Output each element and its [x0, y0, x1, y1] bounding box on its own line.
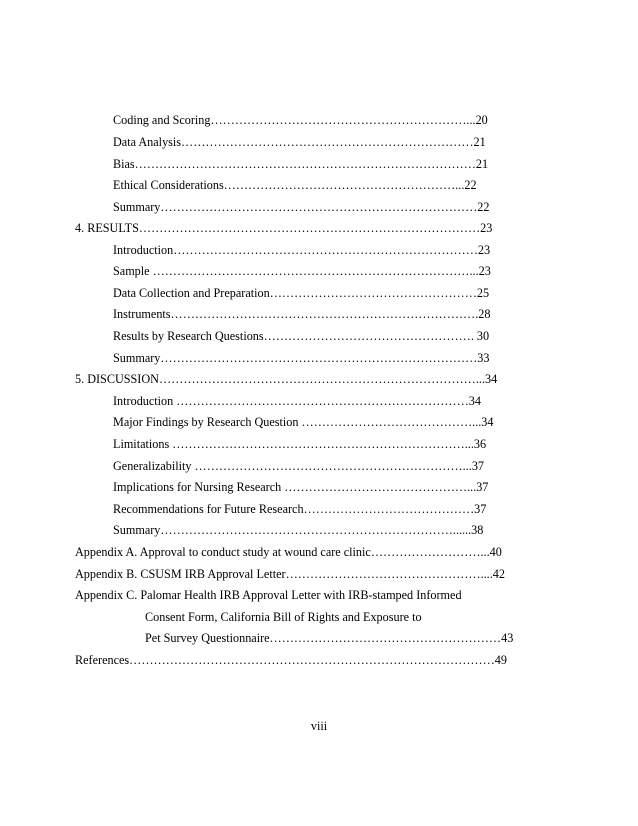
toc-entry-recommendations: Recommendations for Future Research……………………………………37 [113, 502, 487, 516]
toc-entry-limitations: Limitations ………………………………………………………………...36 [113, 437, 487, 451]
toc-entry-discussion: 5. DISCUSSION……………………………………………………………………...34 [75, 372, 498, 386]
toc-entry-implications: Implications for Nursing Research ………………………………………...37 [113, 480, 489, 494]
toc-entry-coding-and-scoring: Coding and Scoring………………………………………………………...20 [113, 113, 488, 127]
toc-entry-data-analysis: Data Analysis………………………………………………………………21 [113, 135, 486, 149]
toc-entry-summary-3: Summary………………………………………………………………......38 [113, 523, 484, 537]
toc-entry-instruments: Instruments………………………………………………………………….28 [113, 307, 491, 321]
toc-entry-ethical-considerations: Ethical Considerations…………………………………………………...22 [113, 178, 477, 192]
toc-entry-summary-1: Summary……………………………………………………………………22 [113, 200, 490, 214]
toc-entry-appendix-c-cont-2: Pet Survey Questionnaire…………………………………………………43 [145, 631, 514, 645]
toc-entry-major-findings: Major Findings by Research Question ……………………………………...34 [113, 415, 494, 429]
toc-entry-bias: Bias…………………………………………………………………………21 [113, 157, 489, 171]
toc-entry-introduction-1: Introduction…………………………………………………………………23 [113, 243, 491, 257]
toc-entry-appendix-b: Appendix B. CSUSM IRB Approval Letter…………………………………………....42 [75, 567, 505, 581]
toc-entry-appendix-c: Appendix C. Palomar Health IRB Approval Letter with IRB-stamped Informed [75, 588, 462, 602]
toc-entry-results: 4. RESULTS…………………………………………………………………………23 [75, 221, 493, 235]
toc-entry-appendix-c-cont-1: Consent Form, California Bill of Rights and Exposure to [145, 610, 422, 624]
toc-entry-references: References………………………………………………………………………………49 [75, 653, 507, 667]
toc-entry-introduction-2: Introduction ………………………………………………………………34 [113, 394, 481, 408]
toc-entry-appendix-a: Appendix A. Approval to conduct study at wound care clinic………………………...40 [75, 545, 502, 559]
toc-entry-results-by-questions: Results by Research Questions……………………………………………. 30 [113, 329, 490, 343]
toc-entry-data-collection: Data Collection and Preparation……………………………………………25 [113, 286, 490, 300]
toc-entry-sample: Sample ……………………………………………………………………...23 [113, 264, 491, 278]
page-number: viii [310, 719, 328, 733]
toc-entry-generalizability: Generalizability …………………………………………………………...37 [113, 459, 485, 473]
toc-entry-summary-2: Summary……………………………………………………………………33 [113, 351, 490, 365]
